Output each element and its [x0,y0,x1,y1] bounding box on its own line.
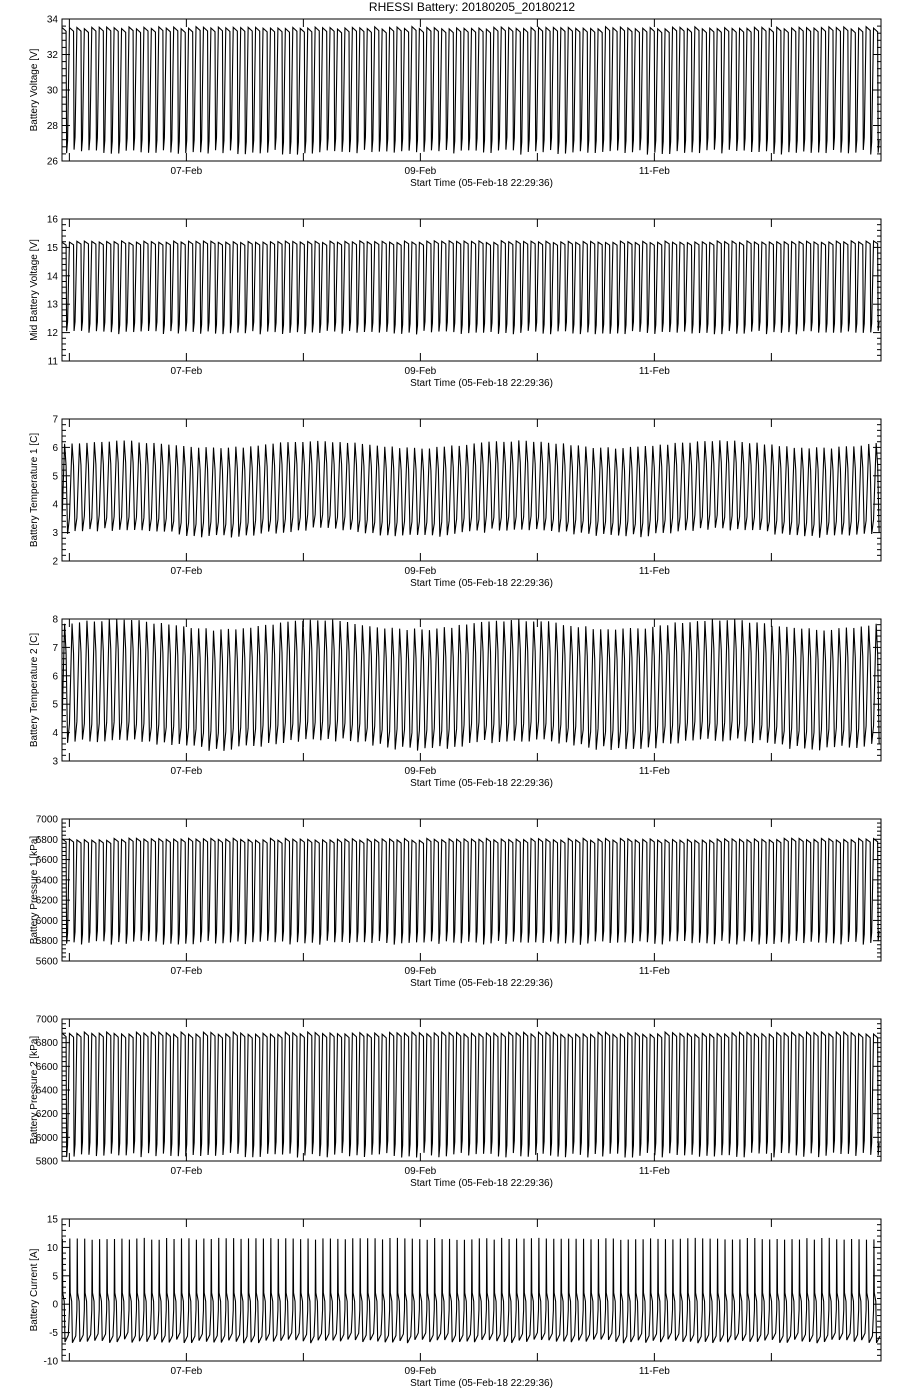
y-tick-label: 6000 [35,1132,58,1144]
y-tick-label: 6400 [35,875,58,887]
x-tick-label: 07-Feb [170,1166,203,1177]
y-tick-label: 5800 [35,936,58,948]
y-tick-label: 6400 [35,1085,58,1097]
y-tick-label: 14 [46,271,58,283]
y-tick-label: 30 [46,85,58,97]
x-tick-label: 07-Feb [170,566,203,577]
y-tick-label: 26 [46,156,58,168]
y-tick-label: 5 [52,699,58,711]
figure-title: RHESSI Battery: 20180205_20180212 [368,0,576,14]
x-axis-label: Start Time (05-Feb-18 22:29:36) [410,178,553,189]
x-tick-label: 07-Feb [170,766,203,777]
y-tick-label: 7 [52,642,58,654]
x-tick-label: 11-Feb [638,1366,670,1377]
x-axis-label: Start Time (05-Feb-18 22:29:36) [410,378,553,389]
y-axis-label: Battery Voltage [V] [29,48,40,132]
plot-frame [62,219,881,361]
y-tick-label: 3 [52,528,58,540]
chart-panels [29,15,881,1390]
series-line [62,440,879,537]
y-tick-label: 7000 [35,814,58,826]
x-tick-label: 11-Feb [638,1166,670,1177]
plot-frame [62,419,881,561]
x-tick-label: 09-Feb [404,1166,437,1177]
series-line [62,241,879,335]
y-tick-label: 6200 [35,1109,58,1121]
y-tick-label: 6800 [35,834,58,846]
y-tick-label: 8 [52,614,58,626]
y-tick-label: 5600 [35,956,58,968]
x-axis-label: Start Time (05-Feb-18 22:29:36) [410,1378,553,1389]
y-tick-label: 15 [46,1214,58,1226]
series-line [62,838,879,945]
y-tick-label: 13 [46,299,58,311]
y-tick-label: -5 [49,1328,58,1340]
y-axis-label: Battery Temperature 1 [C] [29,432,40,548]
series-line [62,27,879,155]
x-tick-label: 11-Feb [638,966,670,977]
y-tick-label: 7000 [35,1014,58,1026]
y-tick-label: 6200 [35,895,58,907]
panel-6 [29,1015,881,1190]
x-tick-label: 11-Feb [638,766,670,777]
x-tick-label: 09-Feb [404,366,437,377]
y-tick-label: 7 [52,414,58,426]
x-tick-label: 09-Feb [404,1366,437,1377]
y-tick-label: 0 [52,1299,58,1311]
y-tick-label: 32 [46,50,58,61]
y-tick-label: 5 [52,1271,58,1283]
x-axis-label: Start Time (05-Feb-18 22:29:36) [410,578,553,589]
panel-7 [29,1215,881,1390]
panel-5 [29,815,881,990]
y-tick-label: 11 [47,356,58,368]
x-tick-label: 07-Feb [170,366,203,377]
y-tick-label: 5800 [35,1156,58,1168]
series-line [62,619,879,751]
x-tick-label: 09-Feb [404,966,437,977]
y-tick-label: 28 [46,121,58,132]
y-tick-label: 6000 [35,915,58,927]
x-tick-label: 11-Feb [638,366,670,377]
y-tick-label: 34 [46,14,58,26]
y-tick-label: 12 [46,328,58,340]
y-tick-label: 6600 [35,855,58,867]
x-tick-label: 11-Feb [638,166,670,177]
y-tick-label: 16 [46,214,58,226]
panel-1 [29,15,881,190]
y-axis-label: Battery Current [A] [29,1248,40,1332]
series-line [62,1238,880,1343]
x-tick-label: 09-Feb [404,166,437,177]
panel-4 [29,615,881,790]
y-axis-label: Battery Pressure 2 [kPa] [29,1035,40,1145]
panel-3 [29,415,881,590]
y-tick-label: 5 [52,471,58,483]
y-tick-label: 6800 [35,1038,58,1050]
y-axis-label: Battery Temperature 2 [C] [29,632,40,748]
panel-2 [29,215,881,390]
x-axis-label: Start Time (05-Feb-18 22:29:36) [410,778,553,789]
y-tick-label: 2 [52,556,58,568]
y-axis-label: Battery Pressure 1 [kPa] [29,835,40,945]
y-tick-label: 4 [52,728,58,740]
y-tick-label: 3 [52,756,58,768]
y-tick-label: 6 [52,671,58,683]
x-tick-label: 11-Feb [638,566,670,577]
x-tick-label: 07-Feb [170,166,203,177]
y-tick-label: 4 [52,499,58,511]
x-axis-label: Start Time (05-Feb-18 22:29:36) [410,978,553,989]
y-tick-label: -10 [43,1356,58,1368]
x-axis-label: Start Time (05-Feb-18 22:29:36) [410,1178,553,1189]
series-line [62,1032,879,1157]
x-tick-label: 07-Feb [170,1366,203,1377]
y-axis-label: Mid Battery Voltage [V] [29,239,40,341]
y-tick-label: 15 [46,242,58,254]
y-tick-label: 6600 [35,1061,58,1073]
x-tick-label: 07-Feb [170,966,203,977]
y-tick-label: 10 [46,1242,58,1254]
y-tick-label: 6 [52,442,58,454]
x-tick-label: 09-Feb [404,566,437,577]
x-tick-label: 09-Feb [404,766,437,777]
